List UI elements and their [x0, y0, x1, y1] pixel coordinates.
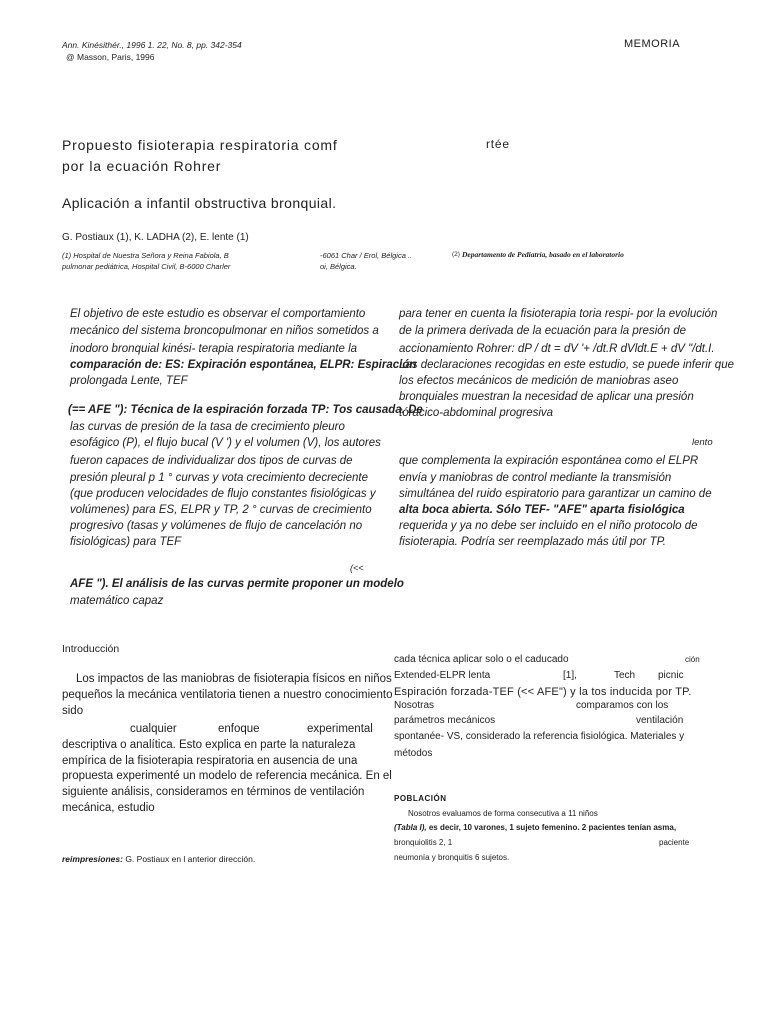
intro-word: cualquier — [130, 723, 177, 735]
abstract-right-line: Las declaraciones recogidas en este estudio, se puede inferir que — [399, 359, 734, 371]
right-col-line: métodos — [394, 748, 433, 759]
section-heading-introduccion: Introducción — [62, 643, 120, 655]
abstract-left-line: inodoro bronquial kinési- terapia respiratoria mediante la — [70, 343, 358, 355]
poblacion-line-2 — [394, 820, 676, 836]
abstract-right-line: para tener en cuenta la fisioterapia toria respi- por la evolución — [399, 308, 718, 320]
abstract-left-line: las curvas de presión de la tasa de crecimiento pleuro — [70, 421, 345, 433]
footnote — [62, 854, 255, 864]
abstract-right-line: tóracico-abdominal progresiva — [399, 407, 554, 419]
abstract-left-line: comparación de: ES: Expiración espontánea, ELPR: Espiración — [70, 359, 417, 371]
right-col-line: spontanée- VS, considerado la referencia fisiológica. Materiales y — [394, 731, 685, 742]
right-col-line-end: comparamos con los — [576, 700, 669, 711]
title-line-1: Propuesto fisioterapia respiratoria comf — [62, 137, 338, 153]
abstract-right-lento: lento — [692, 437, 713, 448]
abstract-quote-mark: (<< — [350, 563, 364, 573]
abstract-right-line: accionamiento Rohrer: dP / dt = dV '+ /dt.R dVldt.E + dV "/dt.I. — [399, 343, 715, 355]
right-col-line: Nosotras — [394, 700, 435, 711]
affiliation-1-line-2: pulmonar pediátrica, Hospital Civil, B-6000 Charler — [62, 262, 231, 271]
poblacion-line: Nosotros evaluamos de forma consecutiva a 11 niños — [408, 809, 598, 818]
abstract-right-line: los efectos mecánicos de medición de maniobras aseo — [399, 375, 679, 387]
right-col-line: parámetros mecánicos — [394, 715, 496, 726]
title-line-1-end: rtée — [486, 137, 510, 151]
abstract-right-tail-line: requerida y ya no debe ser incluido en el niño protocolo de — [399, 520, 698, 532]
table-ref: (Tabla I), — [394, 823, 427, 832]
abstract-right-tail-line: que complementa la expiración espontánea como el ELPR — [399, 455, 699, 467]
right-col-ref: [1], — [563, 670, 577, 681]
abstract-right-line: bronquiales muestran la necesidad de aplicar una presión — [399, 391, 694, 403]
intro-word: enfoque — [218, 723, 260, 735]
right-col-line: Espiración forzada-TEF (<< AFE") y la tos inducida por TP. — [394, 686, 692, 698]
abstract-left-line: fueron capaces de individualizar dos tipos de curvas de — [70, 455, 353, 467]
abstract-left-line: esofágico (P), el flujo bucal (V ') y el volumen (V), los autores — [70, 437, 381, 449]
abstract-right-tail-line: simultánea del ruido espiratorio para garantizar un camino de — [399, 488, 712, 500]
right-col-line: cada técnica aplicar solo o el caducado — [394, 654, 569, 665]
intro-line: empírica de la fisioterapia respiratoria en ausencia de una — [62, 755, 358, 767]
intro-line: mecánica, estudio — [62, 802, 155, 814]
abstract-right-tail-line: alta boca abierta. Sólo TEF- "AFE" aparta fisiológica — [399, 504, 685, 516]
right-col-line-end: ción — [685, 655, 700, 664]
poblacion-line-2-rest: es decir, 10 varones, 1 sujeto femenino. 2 pacientes tenían asma, — [426, 823, 677, 832]
right-col-word: Tech — [614, 670, 636, 681]
footnote-label: reimpresiones: — [62, 854, 123, 864]
affiliation-2-line-1: -6061 Char / Erol, Bélgica .. — [320, 251, 413, 260]
abstract-left-line: El objetivo de este estudio es observar el comportamiento — [70, 308, 366, 320]
intro-line: Los impactos de las maniobras de fisioterapia físicos en niños — [76, 673, 392, 685]
intro-line: siguiente análisis, consideramos en términos de ventilación — [62, 786, 365, 798]
intro-line: pequeños la mecánica ventilatoria tienen a nuestro conocimiento — [62, 689, 393, 701]
abstract-left-line: (que producen velocidades de flujo constantes fisiológicas y — [70, 488, 376, 500]
intro-line: sido — [62, 705, 84, 717]
intro-line: propuesta experimenté un modelo de referencia mecánica. En el — [62, 770, 392, 782]
abstract-right-tail-line: fisioterapia. Podría ser reemplazado más útil por TP. — [399, 536, 666, 548]
title-line-2: por la ecuación Rohrer — [62, 158, 222, 174]
section-heading-poblacion: POBLACIÓN — [394, 794, 447, 803]
abstract-right-tail-line: envía y maniobras de control mediante la transmisión — [399, 472, 672, 484]
abstract-left-tail-line: AFE "). El análisis de las curvas permite proponer un modelo — [70, 578, 404, 590]
abstract-left-line: prolongada Lente, TEF — [70, 375, 188, 387]
affiliation-2-line-2: oi, Bélgica. — [320, 262, 357, 271]
abstract-right-line: de la primera derivada de la ecuación para la presión de — [399, 325, 687, 337]
abstract-left-line: volúmenes) para ES, ELPR y TP, 2 ° curvas de crecimiento — [70, 504, 372, 516]
poblacion-line: bronquiolitis 2, 1 — [394, 838, 453, 847]
intro-line: descriptiva o analítica. Esto explica en parte la naturaleza — [62, 739, 356, 751]
journal-citation: Ann. Kinésithér., 1996 1. 22, No. 8, pp. 342-354 — [62, 40, 242, 50]
affiliation-3-text: Departamento de Pediatría, basado en el laboratorio — [462, 250, 624, 259]
abstract-left-line: mecánico del sistema broncopulmonar en niños sometidos a — [70, 325, 379, 337]
affiliation-3-prefix: (2) — [452, 251, 460, 258]
right-col-word: picnic — [658, 670, 684, 681]
copyright-line: @ Masson, Paris, 1996 — [66, 52, 155, 62]
subtitle: Aplicación a infantil obstructiva bronquial. — [62, 195, 337, 211]
right-col-line-end: ventilación — [636, 715, 684, 726]
section-label: MEMORIA — [624, 38, 681, 50]
authors: G. Postiaux (1), K. LADHA (2), E. lente (1) — [62, 232, 249, 243]
poblacion-line-end: paciente — [659, 838, 690, 847]
poblacion-line: neumonía y bronquitis 6 sujetos. — [394, 853, 510, 862]
abstract-left-line: (== AFE "): Técnica de la espiración forzada TP: Tos causada. De — [68, 404, 423, 416]
abstract-left-line: progresivo (tasas y volúmenes de flujo de cancelación no — [70, 520, 363, 532]
abstract-left-tail-line: matemático capaz — [70, 595, 164, 607]
right-col-line: Extended-ELPR lenta — [394, 670, 491, 681]
abstract-left-line: fisiológicas) para TEF — [70, 536, 182, 548]
abstract-left-line: presión pleural p 1 ° curvas y vota crecimiento decreciente — [70, 472, 368, 484]
footnote-text: G. Postiaux en l anterior dirección. — [122, 854, 256, 864]
intro-word: experimental — [307, 723, 373, 735]
affiliation-1-line-1: (1) Hospital de Nuestra Señora y Reina Fabiola, B — [62, 251, 229, 260]
